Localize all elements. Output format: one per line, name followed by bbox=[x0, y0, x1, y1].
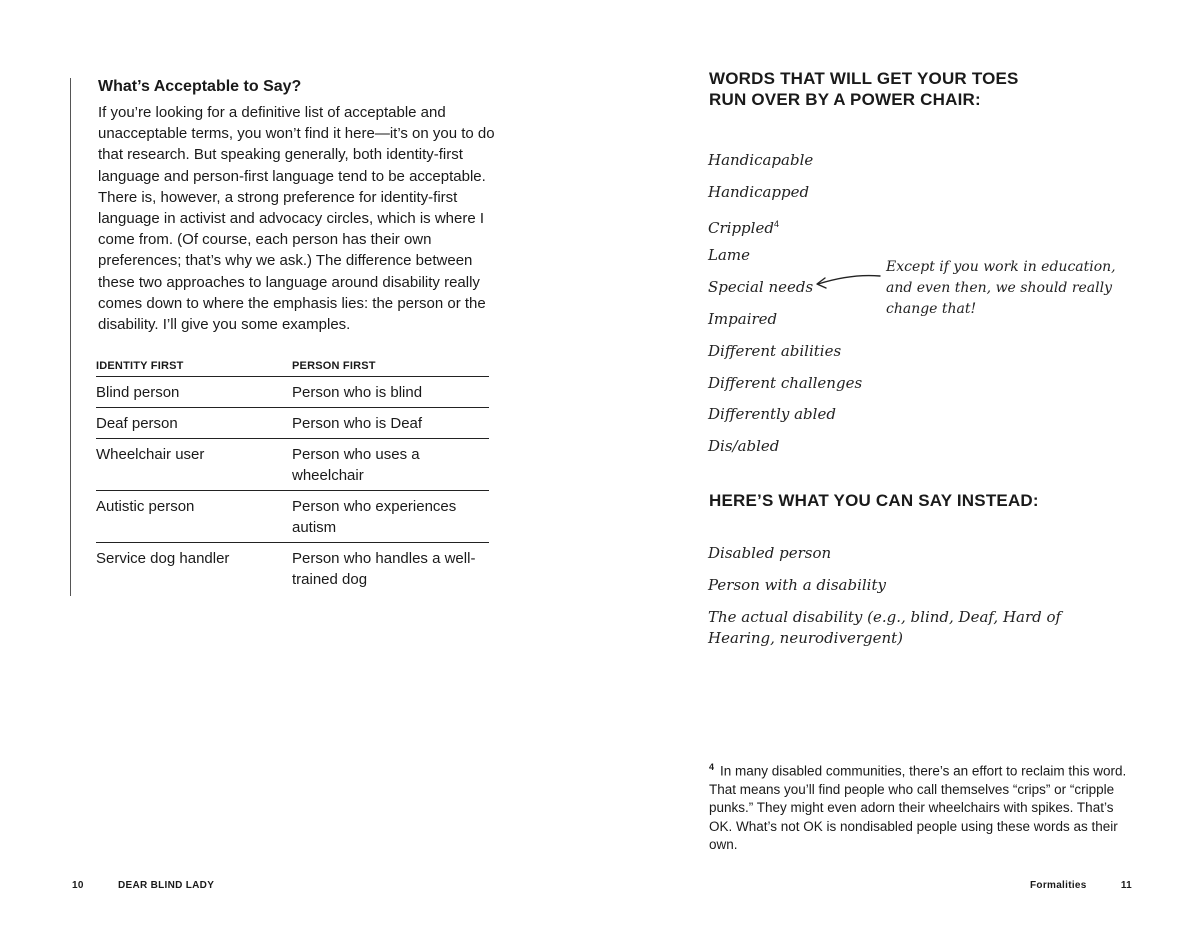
identity-first-cell: Autistic person bbox=[96, 491, 292, 543]
section-title: What’s Acceptable to Say? bbox=[98, 78, 302, 95]
instead-word: The actual disability (e.g., blind, Deaf, Hard of Hearing, neurodivergent) bbox=[708, 607, 1062, 647]
avoid-word: Different abilities bbox=[708, 341, 842, 360]
avoid-word: Dis/abled bbox=[708, 437, 780, 456]
avoid-word: Differently abled bbox=[708, 405, 836, 424]
identity-first-cell: Service dog handler bbox=[96, 550, 230, 567]
section-body: If you’re looking for a definitive list of acceptable and unacceptable terms, you won’t find it here—it’s on you to do that research. But speaking generally, both identity-first language and person-first language tend to be acceptable. There is, however, a strong preference for identity-first language in activist and advocacy circles, which is where I come from. (Of course, each person has their own preferences; that’s why we ask.) The difference between these two approaches to language around disability really comes down to where the emphasis lies: the person or the disability. I’ll give you some examples. bbox=[98, 104, 495, 334]
avoid-word-crippled bbox=[708, 209, 862, 241]
identity-first-cell: Wheelchair user bbox=[96, 439, 292, 491]
arrow-left-icon bbox=[812, 272, 882, 294]
instead-word-list bbox=[708, 538, 1108, 649]
table-row bbox=[96, 439, 489, 491]
right-page bbox=[600, 0, 1200, 927]
footnote bbox=[709, 758, 1134, 855]
table-row bbox=[96, 543, 489, 595]
identity-first-cell: Deaf person bbox=[96, 408, 292, 439]
footnote-text: In many disabled communities, there’s an effort to reclaim this word. That means you’ll find people who call themselves “crips” or “cripple punks.” They might even adorn their wheelchairs with spikes. That’s OK. What’s not OK is nondisabled people using these words as their own. bbox=[709, 763, 1127, 853]
running-title-book: DEAR BLIND LADY bbox=[118, 880, 215, 891]
person-first-cell: Person who experiences autism bbox=[292, 491, 489, 543]
left-footer bbox=[72, 880, 214, 891]
table-header-row bbox=[96, 358, 489, 377]
avoid-word: Lame bbox=[708, 246, 751, 265]
instead-word: Person with a disability bbox=[708, 575, 886, 594]
header-person-first: PERSON FIRST bbox=[292, 358, 489, 377]
footnote-number: 4 bbox=[709, 762, 715, 772]
avoid-word: Different challenges bbox=[708, 373, 863, 392]
table-row bbox=[96, 377, 489, 408]
person-first-cell: Person who is blind bbox=[292, 377, 489, 408]
person-first-cell: Person who is Deaf bbox=[292, 408, 489, 439]
avoid-word: Special needs bbox=[708, 278, 814, 297]
table-row bbox=[96, 408, 489, 439]
instead-heading: HERE’S WHAT YOU CAN SAY INSTEAD: bbox=[709, 491, 1039, 510]
footnote-marker: 4 bbox=[773, 218, 779, 229]
sidebar-rule bbox=[70, 78, 71, 596]
left-page-number: 10 bbox=[72, 880, 84, 891]
avoid-word: Handicapable bbox=[708, 151, 814, 169]
margin-note: Except if you work in education, and even then, we should really change that! bbox=[886, 259, 1116, 317]
identity-first-cell: Blind person bbox=[96, 377, 292, 408]
table-row bbox=[96, 491, 489, 543]
avoid-word: Impaired bbox=[708, 309, 778, 328]
avoid-word: Handicapped bbox=[708, 182, 810, 201]
acceptable-section bbox=[98, 76, 498, 335]
header-identity-first: IDENTITY FIRST bbox=[96, 358, 292, 377]
instead-word: Disabled person bbox=[708, 544, 832, 562]
person-first-cell: Person who uses a wheelchair bbox=[292, 439, 489, 491]
right-page-number: 11 bbox=[1120, 880, 1132, 891]
avoid-word-list bbox=[708, 145, 862, 463]
person-first-cell: Person who handles a well-trained dog bbox=[292, 550, 476, 588]
terms-table bbox=[96, 358, 489, 594]
right-footer bbox=[1030, 880, 1132, 891]
avoid-word-text: Crippled bbox=[708, 218, 774, 237]
running-title-chapter: Formalities bbox=[1030, 880, 1087, 891]
avoid-heading: WORDS THAT WILL GET YOUR TOES RUN OVER BY A POWER CHAIR: bbox=[709, 69, 1019, 109]
